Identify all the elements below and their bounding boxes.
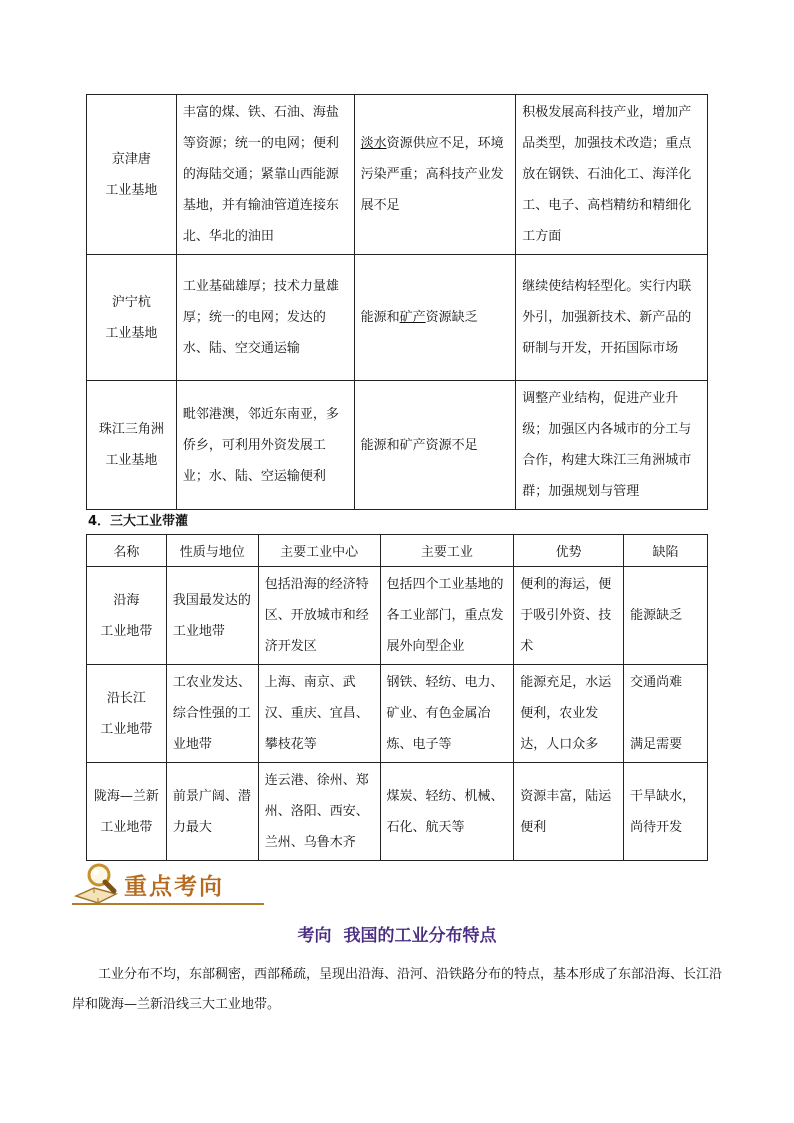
underlined-word: 淡水: [360, 136, 387, 151]
belt-name-line2: 工业地带: [100, 623, 153, 639]
base-name-line2: 工业基地: [105, 182, 158, 198]
nature-cell: 我国最发达的工业地带: [166, 567, 258, 665]
advantages-cell: 能源充足，水运便利，农业发达，人口众多: [514, 665, 624, 763]
subtitle-label: 考向: [297, 926, 332, 946]
conditions-cell: 毗邻港澳，邻近东南亚，多侨乡，可利用外资发展工业；水、陆、空运输便利: [176, 381, 354, 510]
centers-cell: 连云港、徐州、郑州、洛阳、西安、兰州、乌鲁木齐: [258, 763, 380, 861]
banner-underline: [72, 903, 264, 905]
base-name-line2: 工业基地: [105, 453, 158, 468]
header-nature: 性质与地位: [166, 535, 258, 567]
problems-part2: 资源缺乏: [425, 310, 478, 325]
industrial-bases-table: [86, 94, 708, 510]
measures-cell: 积极发展高科技产业，增加产品类型，加强技术改造；重点放在钢铁、石油化工、海洋化工、电子、高档精纺和精细化工方面: [516, 95, 708, 255]
base-name-cell: [87, 95, 177, 255]
defects-line2: 满足需要: [630, 737, 683, 752]
belt-name-cell: [87, 763, 167, 861]
measures-cell: 继续使结构轻型化。实行内联外引，加强新技术、新产品的研制与开发，开拓国际市场: [516, 255, 708, 381]
subtitle-text: 我国的工业分布特点: [343, 926, 497, 946]
advantages-cell: 便利的海运，便于吸引外资、技术: [514, 567, 624, 665]
nature-cell: 工农业发达、综合性强的工业地带: [166, 665, 258, 763]
centers-cell: 包括沿海的经济特区、开放城市和经济开发区: [258, 567, 380, 665]
industries-cell: 煤炭、轻纺、机械、石化、航天等: [380, 763, 514, 861]
problems-cell: [354, 95, 516, 255]
centers-cell: 上海、南京、武汉、重庆、宜昌、攀枝花等: [258, 665, 380, 763]
table-header-row: [87, 535, 708, 567]
belt-name-cell: [87, 567, 167, 665]
base-name-cell: [87, 255, 177, 381]
advantages-cell: 资源丰富，陆运便利: [514, 763, 624, 861]
conditions-cell: 丰富的煤、铁、石油、海盐等资源；统一的电网；便利的海陆交通；紧靠山西能源基地，并有输油管道连接东北、华北的油田: [176, 95, 354, 255]
base-name-line1: 京津唐: [111, 151, 151, 167]
underlined-word: 矿产: [399, 310, 426, 325]
body-paragraph: 工业分布不均，东部稠密，西部稀疏，呈现出沿海、沿河、沿铁路分布的特点，基本形成了东部沿海、长江沿岸和陇海—兰新沿线三大工业地带。: [72, 967, 723, 1012]
defects-line1: 交通尚难: [630, 675, 683, 690]
belt-name-line1: 陇海—兰新: [93, 788, 159, 804]
belt-name-line1: 沿长江: [106, 690, 146, 706]
subsection-title: [0, 921, 794, 946]
nature-cell: 前景广阔、潜力最大: [166, 763, 258, 861]
problems-rest: 资源供应不足，环境污染严重；高科技产业发展不足: [360, 136, 504, 213]
conditions-cell: 工业基础雄厚；技术力量雄厚；统一的电网；发达的水、陆、空交通运输: [176, 255, 354, 381]
belt-name-line1: 沿海: [113, 592, 140, 608]
base-name-line2: 工业基地: [105, 325, 158, 341]
measures-cell: 调整产业结构，促进产业升级；加强区内各城市的分工与合作，构建大珠江三角洲城市群；加强规划与管理: [516, 381, 708, 510]
industries-cell: 包括四个工业基地的各工业部门，重点发展外向型企业: [380, 567, 514, 665]
base-name-line1: 沪宁杭: [111, 294, 151, 310]
table-row: [87, 95, 708, 255]
magnifier-book-icon: [72, 860, 126, 906]
banner-title: 重点考向: [124, 874, 224, 900]
defects-cell: [624, 665, 708, 763]
header-centers: 主要工业中心: [258, 535, 380, 567]
table-row: [87, 665, 708, 763]
defects-cell: 能源缺乏: [624, 567, 708, 665]
belt-name-line2: 工业地带: [100, 721, 153, 737]
table-row: [87, 255, 708, 381]
base-name-line1: 珠江三角洲: [98, 422, 164, 437]
header-advantages: 优势: [514, 535, 624, 567]
table-row: [87, 381, 708, 510]
header-industries: 主要工业: [380, 535, 514, 567]
base-name-cell: [87, 381, 177, 510]
industries-cell: 钢铁、轻纺、电力、矿业、有色金属冶炼、电子等: [380, 665, 514, 763]
header-defects: 缺陷: [624, 535, 708, 567]
belt-name-line2: 工业地带: [100, 819, 153, 835]
problems-part1: 能源和: [360, 310, 400, 325]
defects-cell: 干旱缺水，尚待开发: [624, 763, 708, 861]
header-name: 名称: [87, 535, 167, 567]
table-row: [87, 763, 708, 861]
problems-cell: 能源和矿产资源不足: [354, 381, 516, 510]
table-row: [87, 567, 708, 665]
section-heading: 4．三大工业带灌: [88, 514, 189, 529]
belt-name-cell: [87, 665, 167, 763]
industrial-belts-table: [86, 534, 708, 861]
problems-cell: [354, 255, 516, 381]
